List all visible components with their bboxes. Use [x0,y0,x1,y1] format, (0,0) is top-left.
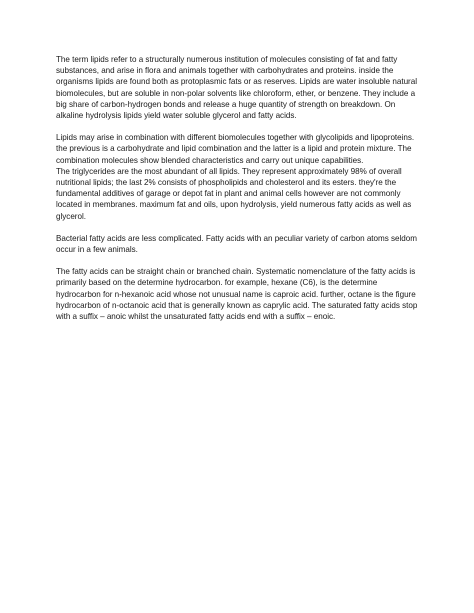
paragraph-spacer [56,222,422,233]
paragraph-lipids-definition: The term lipids refer to a structurally numerous institution of molecules consisting of fat and fatty substances, and arise in flora and animals together with carbohydrates and proteins. inside the organisms lipids are found both as protoplasmic fats or as reserves. Lipids are water insoluble natural biomolecules, but are soluble in non-polar solvents like chloroform, ether, or benzene. They include a big share of carbon-hydrogen bonds and release a huge quantity of strength on breakdown. On alkaline hydrolysis lipids yield water soluble glycerol and fatty acids. [56,55,417,121]
paragraph-bacterial-fatty-acids: Bacterial fatty acids are less complicated. Fatty acids with an peculiar variety of carbon atoms seldom occur in a few animals. [56,233,417,255]
paragraph-spacer [56,121,422,132]
document-body [56,54,422,322]
paragraph-fatty-acid-nomenclature: The fatty acids can be straight chain or branched chain. Systematic nomenclature of the fatty acids is primarily based on the determine hydrocarbon. for example, hexane (C6), is the determine hydrocarbon for n-hexanoic acid whose not unusual name is caproic acid. further, octane is the figure hydrocarbon of n-octanoic acid that is generally known as caprylic acid. The saturated fatty acids stop with a suffix – anoic whilst the unsaturated fatty acids end with a suffix – enoic. [56,267,418,322]
paragraph-lipid-combinations: Lipids may arise in combination with different biomolecules together with glycolipids and lipoproteins. the previous is a carbohydrate and lipid combination and the latter is a lipid and protein mixture. The combination molecules show blended characteristics and carry out unique capabilities. [56,133,415,165]
paragraph-triglycerides: The triglycerides are the most abundant of all lipids. They represent approximately 98% of overall nutritional lipids; the last 2% consists of phospholipids and cholesterol and its esters. they're the fundamental additives of garage or depot fat in plant and animal cells however are not commonly located in membranes. maximum fat and oils, upon hydrolysis, yield numerous fatty acids as well as glycerol. [56,166,412,221]
paragraph-spacer [56,255,422,266]
